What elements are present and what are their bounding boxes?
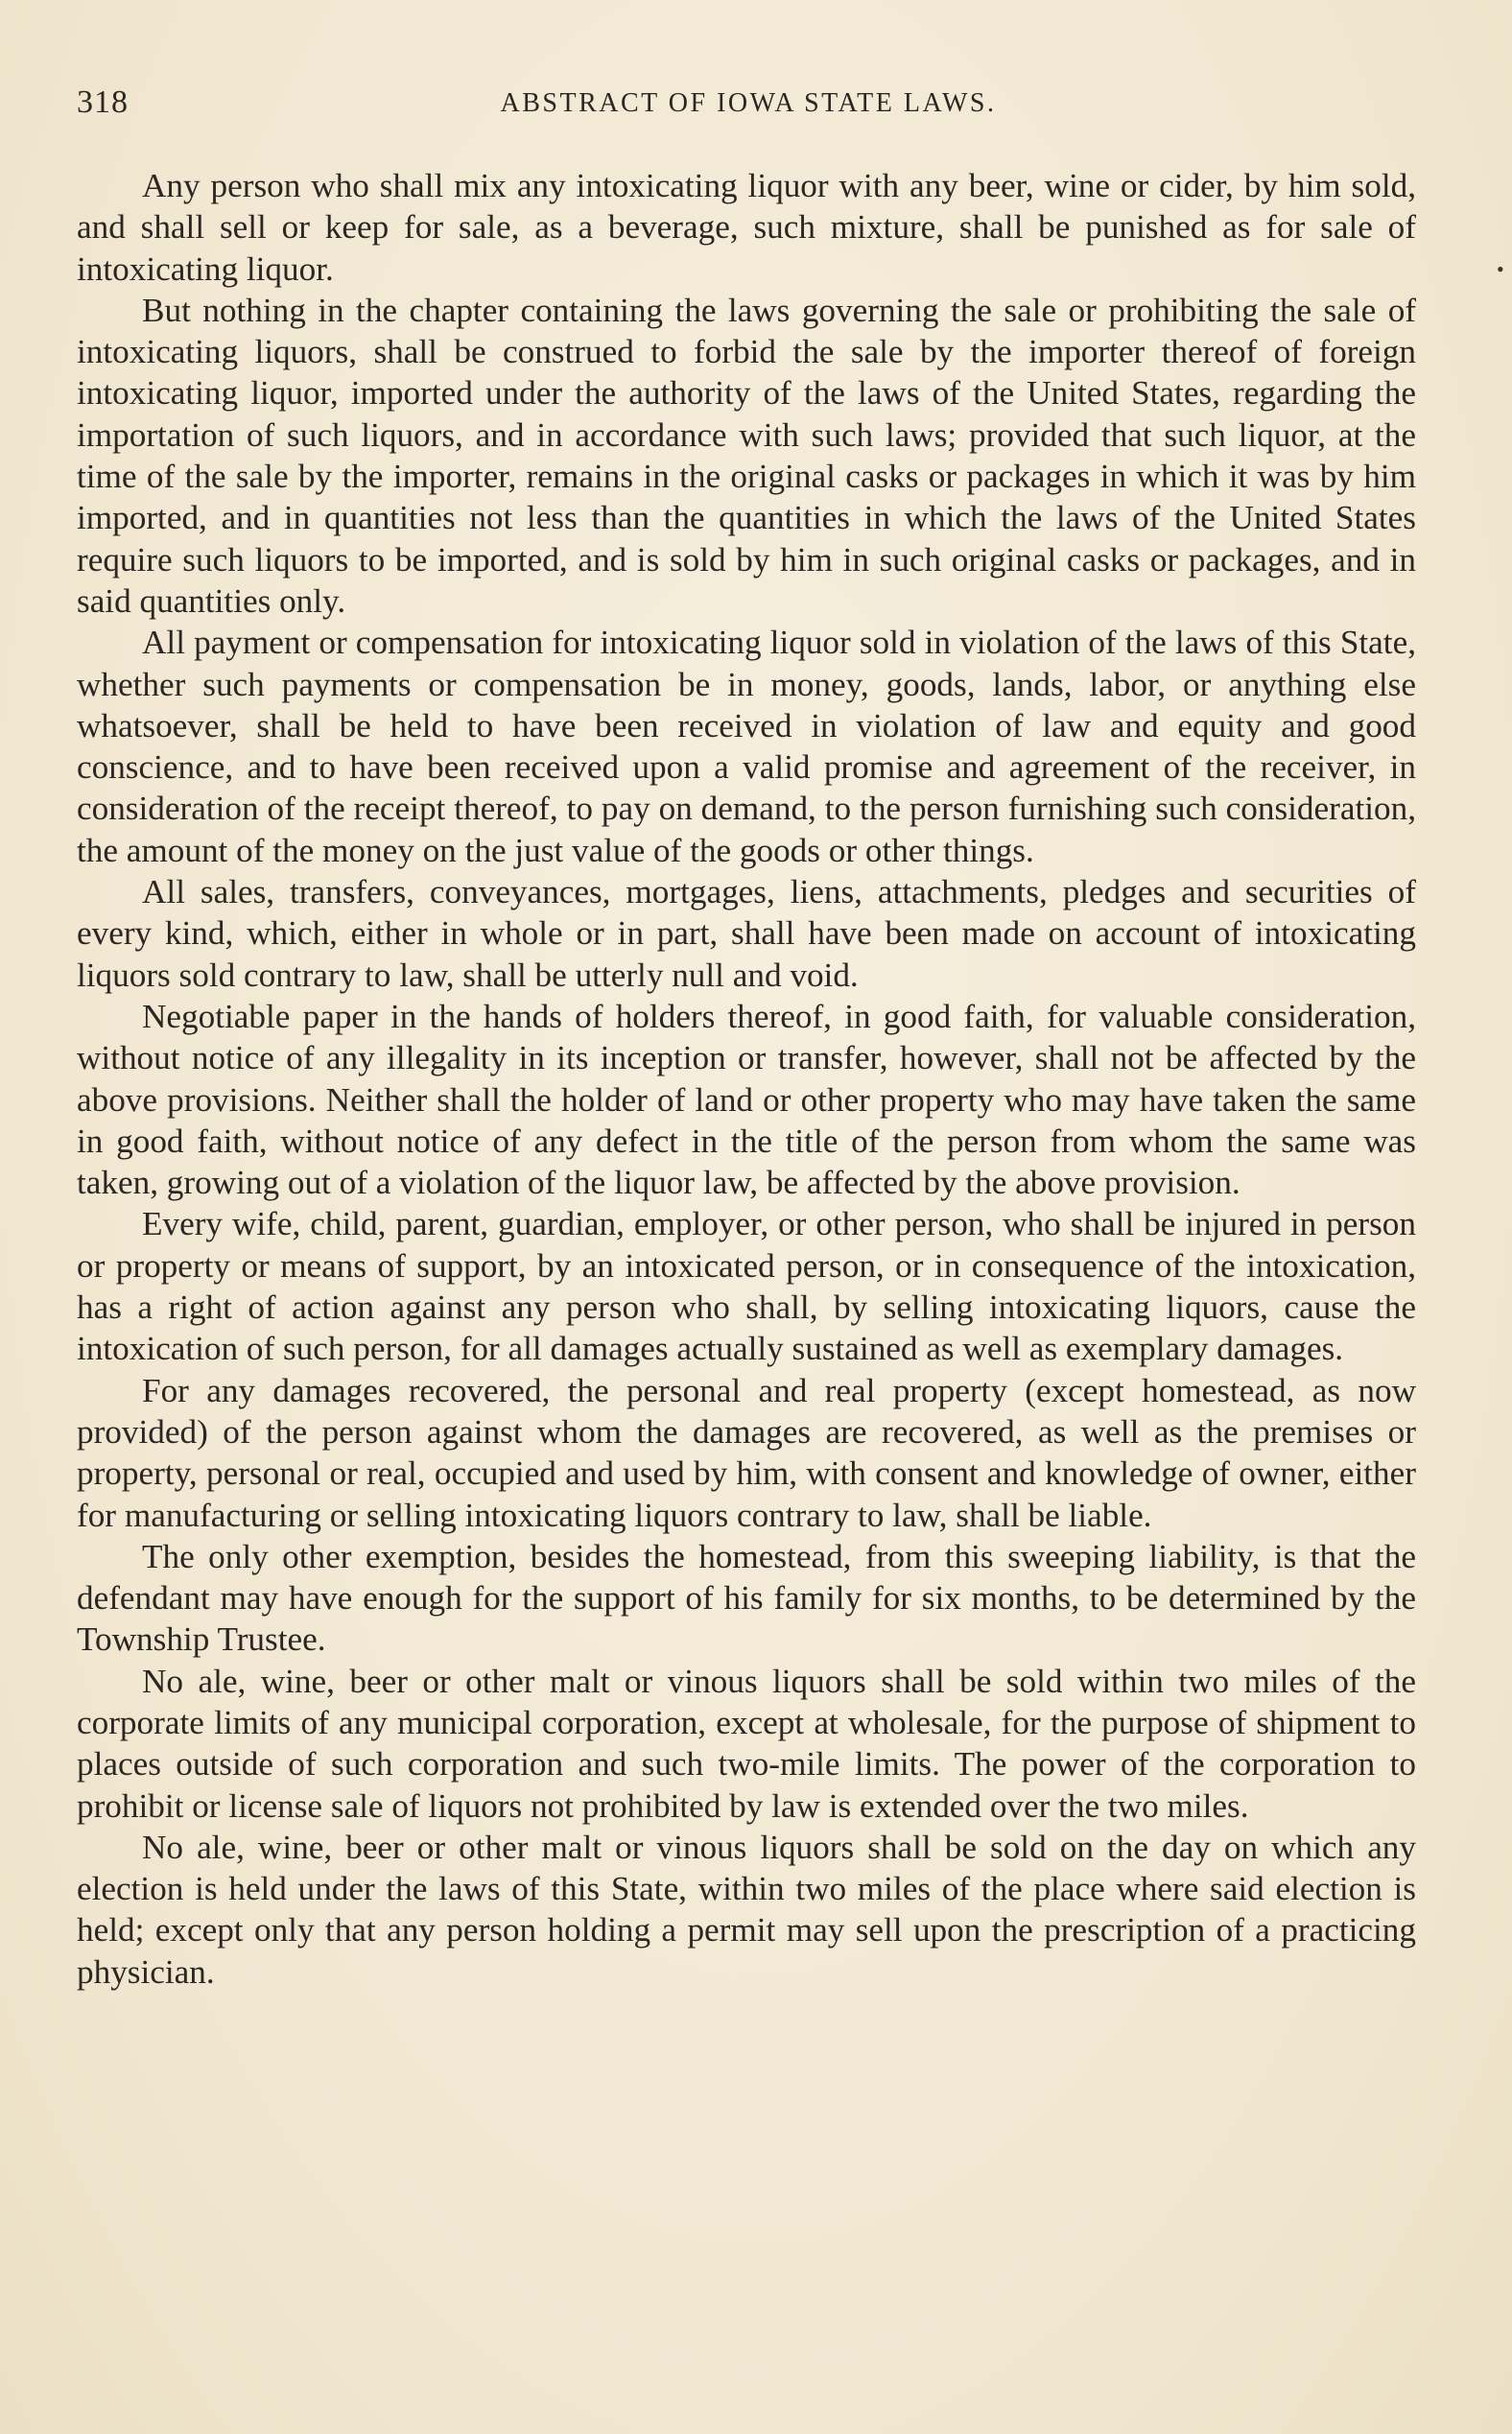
paragraph-negotiable-paper: Negotiable paper in the hands of holders thereof, in good faith, for valuable consideration, without notice of any illegality in its inception or transfer, however, shall not be affected by the above provisions. Neither shall the holder of land or other property who may have taken the same in good faith, without notice of any defect in the title of the person from whom the same was taken, growing out of a violation of the liquor law, be affected by the above provision. (77, 997, 1416, 1202)
paragraph-exemption: The only other exemption, besides the homestead, from this sweeping liability, is that the defendant may have enough for the support of his family for six months, to be determined by the Township Trustee. (77, 1537, 1416, 1659)
paragraph-importer-exception: But nothing in the chapter containing the laws governing the sale or prohibiting the sale of intoxicating liquors, shall be construed to forbid the sale by the importer thereof of foreign intoxicating liquor, imported under the authority of the laws of the United States, regarding the importation of such liquors, and in accordance with such laws; provided that such liquor, at the time of the sale by the importer, remains in the original casks or packages in which it was by him imported, and in quantities not less than the quantities in which the laws of the United States require such liquors to be imported, and is sold by him in such original casks or packages, and in said quantities only. (77, 291, 1416, 620)
paragraph-mixing-liquor: Any person who shall mix any intoxicating liquor with any beer, wine or cider, by him sold, and shall sell or keep for sale, as a beverage, such mixture, shall be punished as for sale of intoxicating liquor. (77, 167, 1416, 288)
paragraph-right-of-action: Every wife, child, parent, guardian, employer, or other person, who shall be injured in person or property or means of support, by an intoxicated person, or in consequence of the intoxication, has a right of action against any person who shall, by selling intoxicating liquors, cause the intoxication of such person, for all damages actually sustained as well as exemplary damages. (77, 1205, 1416, 1368)
paragraph-election-day: No ale, wine, beer or other malt or vinous liquors shall be sold on the day on which any election is held under the laws of this State, within two miles of the place where said election is held; except only that any person holding a permit may sell upon the prescription of a practicing physician. (77, 1828, 1416, 1991)
paragraph-sales-void: All sales, transfers, conveyances, mortgages, liens, attachments, pledges and securities of every kind, which, either in whole or in part, shall have been made on account of intoxicating liquors sold contrary to law, shall be utterly null and void. (77, 873, 1416, 994)
page-number: 318 (77, 84, 129, 120)
page-header (77, 84, 1420, 130)
paragraph-damages-liability: For any damages recovered, the personal and real property (except homestead, as now provided) of the person against whom the damages are recovered, as well as the premises or property, personal or real, occupied and used by him, with consent and knowledge of owner, either for manufacturing or selling intoxicating liquors contrary to law, shall be liable. (77, 1371, 1416, 1534)
paragraph-payment-compensation: All payment or compensation for intoxicating liquor sold in violation of the laws of this State, whether such payments or compensation be in money, goods, lands, labor, or anything else whatsoever, shall be held to have been received in violation of law and equity and good conscience, and to have been received upon a valid promise and agreement of the receiver, in consideration of the receipt thereof, to pay on demand, to the person furnishing such consideration, the amount of the money on the just value of the goods or other things. (77, 624, 1416, 869)
running-title: ABSTRACT OF IOWA STATE LAWS. (500, 88, 997, 118)
body-text (77, 165, 1416, 1993)
margin-mark: • (1497, 257, 1504, 281)
paragraph-two-mile-limit: No ale, wine, beer or other malt or vinous liquors shall be sold within two miles of the corporate limits of any municipal corporation, except at wholesale, for the purpose of shipment to places outside of such corporation and such two-mile limits. The power of the corporation to prohibit or license sale of liquors not prohibited by law is extended over the two miles. (77, 1662, 1416, 1825)
